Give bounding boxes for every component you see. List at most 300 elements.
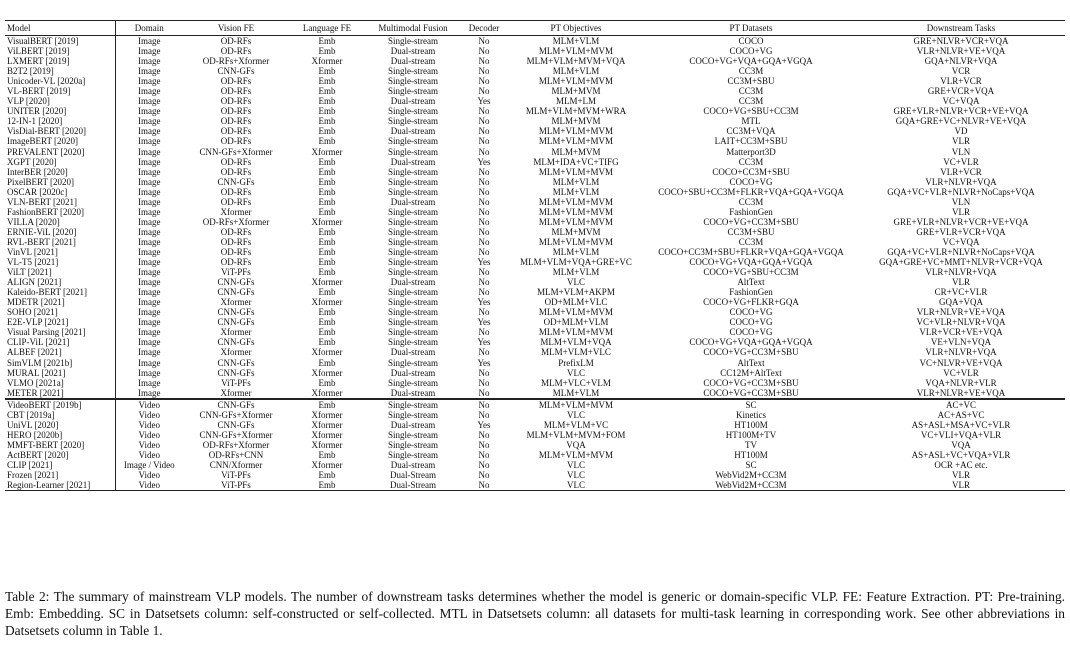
cell-vision-fe: CNN-GFs [217,277,255,288]
cell-multimodal-fusion: Dual-stream [390,367,436,378]
cell-pt-objectives: VLC [507,480,645,491]
table-row [5,217,1065,227]
cell-language-fe: Emb [318,36,336,46]
cell-multimodal-fusion: Dual-stream [390,347,436,358]
cell-decoder: No [478,36,490,46]
cell-decoder: No [478,216,490,227]
cell-pt-objectives: MLM+VLM+VLC [541,347,611,358]
cell-multimodal-fusion: Dual-stream [390,277,436,288]
cell-downstream-tasks: VC+VLI+VQA+VLR [920,429,1002,440]
cell-pt-objectives: MLM+VLM [552,36,600,46]
cell-pt-datasets: WebVid2M+CC3M [645,480,857,491]
cell-domain: Video [138,439,160,450]
cell-decoder: No [478,459,490,470]
cell-pt-datasets: Matterport3D [726,146,776,157]
cell-downstream-tasks: AC+VC [857,398,1065,410]
cell-model: FashionBERT [2020] [5,207,115,217]
cell-model: VL-T5 [2021] [5,257,115,267]
cell-downstream-tasks: GRE+VLR+NLVR+VCR+VE+VQA [893,106,1029,117]
cell-multimodal-fusion: Dual-stream [390,196,436,207]
cell-vision-fe: CNN-GFs [217,287,255,298]
cell-model: VisualBERT [2019] [5,36,115,47]
table-row [5,147,1065,157]
cell-pt-objectives: MLM+MVM [551,86,601,97]
vlp-summary-table [5,20,1065,491]
cell-domain: Image [138,36,161,46]
cell-domain: Image [138,186,161,197]
table-row [5,177,1065,187]
cell-multimodal-fusion: Dual-stream [390,387,436,398]
table-row [5,337,1065,347]
cell-downstream-tasks: VLN [951,196,971,207]
cell-domain: Image [138,317,161,328]
cell-vision-fe: OD-RFs [220,46,252,57]
cell-vision-fe: OD-RFs [220,136,252,147]
cell-multimodal-fusion: Single-stream [388,409,438,420]
cell-domain: Image [138,347,161,358]
table-row [5,410,1065,420]
cell-domain: Image [138,96,161,107]
cell-pt-objectives: MLM+LM [555,96,597,107]
cell-pt-datasets: CC3M [738,86,764,97]
cell-multimodal-fusion: Single-stream [388,307,438,318]
cell-pt-objectives: PrefixLM [558,357,594,368]
cell-multimodal-fusion: Single-stream [388,136,438,147]
cell-decoder: No [478,106,490,117]
table-row [5,420,1065,430]
cell-decoder: No [478,429,490,440]
cell-model: ERNIE-ViL [2020] [5,227,115,237]
cell-pt-objectives: MLM+VLM [552,267,600,278]
cell-downstream-tasks: GQA+NLVR+VQA [924,56,998,67]
table-row [5,307,1065,317]
cell-pt-datasets: CC3M [738,236,764,247]
cell-decoder: Yes [477,337,491,348]
cell-model: ALBEF [2021] [5,347,115,357]
cell-vision-fe: CNN-GFs [217,66,255,77]
cell-language-fe: Xformer [311,409,343,420]
cell-language-fe: Xformer [311,387,343,398]
cell-pt-datasets: FashionGen [729,206,773,217]
cell-model: VideoBERT [2019b] [5,398,115,410]
cell-pt-datasets: HT100M [734,449,768,460]
cell-pt-datasets: COCO [738,36,764,46]
table-row [5,167,1065,177]
cell-language-fe: Xformer [311,56,343,67]
cell-vision-fe: Xformer [220,387,252,398]
cell-language-fe: Xformer [311,347,343,358]
cell-downstream-tasks: VLN [951,146,971,157]
cell-pt-objectives: MLM+VLM+MVM [538,126,614,137]
cell-multimodal-fusion: Single-stream [388,106,438,117]
cell-downstream-tasks: VLR+VCR [940,166,982,177]
cell-model: CLIP-ViL [2021] [5,337,115,347]
cell-language-fe: Xformer [311,216,343,227]
cell-language-fe: Emb [318,186,336,197]
cell-pt-datasets: MTL [741,116,761,127]
cell-domain: Video [138,470,160,481]
cell-pt-datasets: COCO+VG [729,46,773,57]
cell-pt-datasets: COCO+VG+CC3M+SBU [703,216,799,227]
table-row [5,237,1065,247]
cell-vision-fe: ViT-PFs [221,377,251,388]
cell-domain: Video [138,419,160,430]
cell-decoder: No [478,267,490,278]
cell-pt-datasets: COCO+VG+CC3M+SBU [703,387,799,398]
cell-domain: Image [138,176,161,187]
cell-downstream-tasks: GQA+GRE+VC+MMT+NLVR+VCR+VQA [879,257,1043,268]
cell-decoder: No [478,236,490,247]
table-row [5,257,1065,267]
cell-decoder: No [478,287,490,298]
table-row [5,126,1065,136]
cell-pt-objectives: MLM+VLC+VLM [541,377,611,388]
cell-decoder: No [478,56,490,67]
cell-model: MURAL [2021] [5,368,115,378]
cell-vision-fe: CNN-GFs [183,398,289,410]
cell-pt-objectives: VLC [567,470,585,481]
cell-pt-objectives: MLM+VLM+MVM [538,307,614,318]
cell-multimodal-fusion: Single-stream [365,398,461,410]
cell-domain: Image [138,106,161,117]
cell-multimodal-fusion: Single-stream [388,257,438,268]
cell-vision-fe: OD-RFs [220,257,252,268]
cell-pt-datasets: CC3M [738,156,764,167]
cell-vision-fe: Xformer [220,206,252,217]
cell-domain: Image / Video [123,459,175,470]
cell-model: OSCAR [2020c] [5,187,115,197]
cell-pt-datasets: COCO+VG+VQA+GQA+VGQA [689,337,813,348]
column-header-language-fe: Language FE [302,23,352,33]
cell-vision-fe: OD-RFs [220,126,252,137]
cell-decoder: Yes [477,257,491,268]
cell-language-fe: Emb [318,176,336,187]
table-row [5,96,1065,106]
cell-model: MDETR [2021] [5,297,115,307]
cell-downstream-tasks: VLR [952,136,970,147]
cell-vision-fe: OD-RFs [220,106,252,117]
table-row [5,297,1065,307]
cell-downstream-tasks: GQA+GRE+VC+NLVR+VE+VQA [895,116,1027,127]
cell-model: B2T2 [2019] [5,66,115,76]
cell-domain: Image [138,76,161,87]
cell-downstream-tasks: VC+VLR+NLVR+VQA [916,317,1006,328]
table-row [5,388,1065,399]
table-row [5,36,1065,47]
cell-downstream-tasks: AS+ASL+MSA+VC+VLR [911,419,1011,430]
cell-language-fe: Xformer [311,419,343,430]
cell-model: PREVALENT [2020] [5,147,115,157]
cell-domain: Image [138,216,161,227]
cell-model: ViLT [2021] [5,267,115,277]
cell-pt-objectives: OD+MLM+VLC [544,297,608,308]
table-row [5,378,1065,388]
cell-decoder: Yes [477,419,491,430]
cell-language-fe: Emb [318,66,336,77]
cell-model: SOHO [2021] [5,307,115,317]
cell-pt-objectives: MLM+IDA+VC+TIFG [533,156,619,167]
cell-pt-objectives: VLC [567,409,585,420]
cell-multimodal-fusion: Dual-Stream [390,470,436,481]
cell-language-fe: Emb [289,398,365,410]
cell-pt-datasets: AltText [737,357,765,368]
cell-downstream-tasks: OCR +AC etc. [934,459,988,470]
cell-decoder: No [478,377,490,388]
column-header-model: Model [5,21,115,36]
cell-pt-objectives: MLM+VLM [552,246,600,257]
video-models-section [5,398,1065,490]
cell-downstream-tasks: VE+VLN+VQA [930,337,992,348]
cell-pt-datasets: COCO+VG [729,307,773,318]
cell-multimodal-fusion: Single-stream [388,287,438,298]
cell-pt-objectives: MLM+VLM+VQA+GRE+VC [520,257,632,268]
cell-downstream-tasks: AC+AS+VC [937,409,985,420]
cell-language-fe: Emb [318,156,336,167]
cell-multimodal-fusion: Single-stream [388,317,438,328]
cell-downstream-tasks: GQA+VQA [938,297,984,308]
cell-domain: Image [138,66,161,77]
cell-pt-objectives: MLM+VLM+MVM [538,46,614,57]
cell-model: Unicoder-VL [2020a] [5,76,115,86]
cell-downstream-tasks: VLR+NLVR+VQA [925,267,997,278]
table-row [5,440,1065,450]
cell-decoder: No [478,327,490,338]
cell-pt-objectives: MLM+VLM+MVM+WRA [525,106,627,117]
cell-domain: Image [138,116,161,127]
cell-pt-objectives: MLM+MVM [551,116,601,127]
cell-multimodal-fusion: Single-stream [388,327,438,338]
cell-vision-fe: Xformer [220,327,252,338]
cell-model: Frozen [2021] [5,470,115,480]
cell-model: ViLBERT [2019] [5,46,115,56]
cell-language-fe: Xformer [311,297,343,308]
cell-downstream-tasks: VLR [857,480,1065,491]
cell-vision-fe: Xformer [220,297,252,308]
cell-decoder: Yes [477,297,491,308]
cell-pt-datasets: COCO+VG+SBU+CC3M [703,267,799,278]
cell-pt-objectives: MLM+MVM [551,146,601,157]
cell-vision-fe: OD-RFs [220,166,252,177]
cell-downstream-tasks: VLR+NLVR+VE+VQA [916,307,1006,318]
cell-pt-datasets: COCO+VG+FLKR+GQA [703,297,799,308]
cell-pt-datasets: COCO+VG+CC3M+SBU [703,377,799,388]
table-row [5,287,1065,297]
cell-decoder: No [478,347,490,358]
cell-vision-fe: OD-RFs+Xformer [202,439,270,450]
cell-vision-fe: CNN-GFs+Xformer [199,429,273,440]
table-row [5,480,1065,491]
cell-language-fe: Emb [318,196,336,207]
cell-pt-objectives: MLM+MVM [551,226,601,237]
table-header-row [5,21,1065,36]
cell-language-fe: Emb [318,327,336,338]
cell-multimodal-fusion: Single-stream [388,226,438,237]
cell-multimodal-fusion: Single-stream [388,449,438,460]
cell-domain: Image [138,166,161,177]
cell-domain: Video [138,449,160,460]
cell-pt-datasets: HT100M [734,419,768,430]
cell-multimodal-fusion: Dual-stream [390,96,436,107]
cell-downstream-tasks: VCR [951,66,971,77]
cell-model: VinVL [2021] [5,247,115,257]
table-row [5,470,1065,480]
table-row [5,450,1065,460]
table-row [5,207,1065,217]
cell-pt-datasets: LAIT+CC3M+SBU [714,136,788,147]
cell-model: SimVLM [2021b] [5,358,115,368]
cell-model: VLN-BERT [2021] [5,197,115,207]
cell-model: Visual Parsing [2021] [5,327,115,337]
cell-pt-objectives: MLM+VLM+AKPM [537,287,615,298]
cell-decoder: No [478,226,490,237]
cell-vision-fe: OD-RFs+Xformer [202,216,270,227]
cell-domain: Image [138,327,161,338]
cell-pt-objectives: MLM+VLM+MVM+VQA [526,56,626,67]
cell-downstream-tasks: VQA [951,439,971,450]
cell-multimodal-fusion: Single-stream [388,86,438,97]
cell-pt-objectives: MLM+VLM+MVM+FOM [526,429,626,440]
cell-multimodal-fusion: Dual-stream [390,46,436,57]
cell-vision-fe: OD-RFs+CNN [208,449,264,460]
cell-vision-fe: ViT-PFs [183,480,289,491]
cell-vision-fe: CNN-GFs [217,357,255,368]
cell-downstream-tasks: VLR+NLVR+VQA [925,347,997,358]
cell-domain: Image [138,146,161,157]
cell-multimodal-fusion: Single-stream [388,186,438,197]
cell-model: HERO [2020b] [5,430,115,440]
cell-language-fe: Emb [318,206,336,217]
cell-domain: Video [138,429,160,440]
table-row [5,327,1065,337]
cell-language-fe: Emb [318,76,336,87]
cell-domain: Image [138,357,161,368]
cell-decoder: No [478,470,490,481]
cell-multimodal-fusion: Single-stream [388,146,438,157]
cell-downstream-tasks: VC+NLVR+VE+VQA [919,357,1003,368]
cell-domain: Image [138,246,161,257]
table-row [5,430,1065,440]
cell-model: VILLA [2020] [5,217,115,227]
cell-language-fe: Emb [318,226,336,237]
cell-language-fe: Emb [318,86,336,97]
cell-pt-datasets: CC3M [738,196,764,207]
cell-decoder: No [478,146,490,157]
table-row [5,157,1065,167]
cell-domain: Image [138,236,161,247]
cell-pt-objectives: MLM+VLM+MVM [507,398,645,410]
cell-multimodal-fusion: Single-stream [388,357,438,368]
cell-vision-fe: CNN-GFs [217,176,255,187]
cell-model: CBT [2019a] [5,410,115,420]
cell-multimodal-fusion: Single-stream [388,66,438,77]
cell-decoder: No [478,126,490,137]
cell-model: ALIGN [2021] [5,277,115,287]
cell-pt-datasets: CC12M+AltText [720,367,782,378]
cell-vision-fe: OD-RFs [220,76,252,87]
cell-decoder: No [461,398,507,410]
cell-pt-datasets: WebVid2M+CC3M [715,470,787,481]
cell-pt-objectives: MLM+VLM+MVM [538,206,614,217]
cell-vision-fe: CNN-GFs [217,337,255,348]
cell-pt-datasets: COCO+VG+SBU+CC3M [703,106,799,117]
cell-multimodal-fusion: Single-stream [388,377,438,388]
cell-downstream-tasks: VC+VQA [942,96,980,107]
cell-multimodal-fusion: Single-stream [388,297,438,308]
cell-multimodal-fusion: Dual-stream [390,56,436,67]
column-header-pt-datasets: PT Datasets [729,23,773,33]
cell-decoder: No [478,166,490,177]
cell-downstream-tasks: VLR+VCR+VE+VQA [919,327,1003,338]
cell-pt-datasets: CC3M [738,96,764,107]
table-row [5,317,1065,327]
cell-model: Region-Learner [2021] [5,480,115,491]
cell-language-fe: Emb [289,480,365,491]
cell-domain: Image [138,196,161,207]
cell-pt-objectives: VLC [567,277,585,288]
cell-decoder: No [478,409,490,420]
cell-decoder: No [478,46,490,57]
cell-pt-objectives: MLM+VLM+MVM [538,327,614,338]
cell-pt-datasets: COCO+CC3M+SBU+FLKR+VQA+GQA+VGQA [658,246,844,257]
cell-domain: Image [138,387,161,398]
table-row [5,247,1065,257]
cell-language-fe: Emb [318,287,336,298]
cell-vision-fe: ViT-PFs [221,470,251,481]
cell-decoder: No [478,76,490,87]
cell-pt-objectives: MLM+VLM [552,186,600,197]
cell-downstream-tasks: VLR+NLVR+VE+VQA [916,387,1006,398]
cell-language-fe: Xformer [311,429,343,440]
cell-decoder: No [478,387,490,398]
cell-model: LXMERT [2019] [5,56,115,66]
cell-downstream-tasks: VLR [952,470,970,481]
cell-downstream-tasks: VLR+NLVR+VE+VQA [916,46,1006,57]
cell-language-fe: Emb [318,317,336,328]
cell-language-fe: Xformer [311,367,343,378]
cell-vision-fe: CNN-GFs [217,307,255,318]
cell-vision-fe: OD-RFs [220,186,252,197]
cell-domain: Image [138,267,161,278]
cell-decoder: Yes [477,317,491,328]
cell-downstream-tasks: GQA+VC+VLR+NLVR+NoCaps+VQA [887,186,1035,197]
cell-multimodal-fusion: Single-stream [388,267,438,278]
table-row [5,56,1065,66]
cell-language-fe: Emb [318,46,336,57]
cell-language-fe: Emb [318,377,336,388]
column-header-downstream-tasks: Downstream Tasks [926,23,996,33]
cell-language-fe: Emb [318,449,336,460]
cell-model: E2E-VLP [2021] [5,317,115,327]
cell-vision-fe: OD-RFs [220,156,252,167]
table-row [5,86,1065,96]
cell-model: CLIP [2021] [5,460,115,470]
cell-pt-datasets: TV [745,439,757,450]
cell-pt-objectives: VLC [567,367,585,378]
cell-model: ActBERT [2020] [5,450,115,460]
cell-pt-objectives: MLM+VLM+MVM [538,236,614,247]
cell-downstream-tasks: VC+VLR [943,156,979,167]
cell-pt-datasets: SC [745,459,757,470]
cell-model: RVL-BERT [2021] [5,237,115,247]
cell-downstream-tasks: GRE+VCR+VQA [927,86,995,97]
cell-domain: Image [138,377,161,388]
cell-multimodal-fusion: Single-stream [388,236,438,247]
cell-model: METER [2021] [5,388,115,399]
cell-language-fe: Emb [318,166,336,177]
table-row [5,398,1065,410]
cell-pt-datasets: CC3M+SBU [727,76,775,87]
cell-domain: Video [138,409,160,420]
